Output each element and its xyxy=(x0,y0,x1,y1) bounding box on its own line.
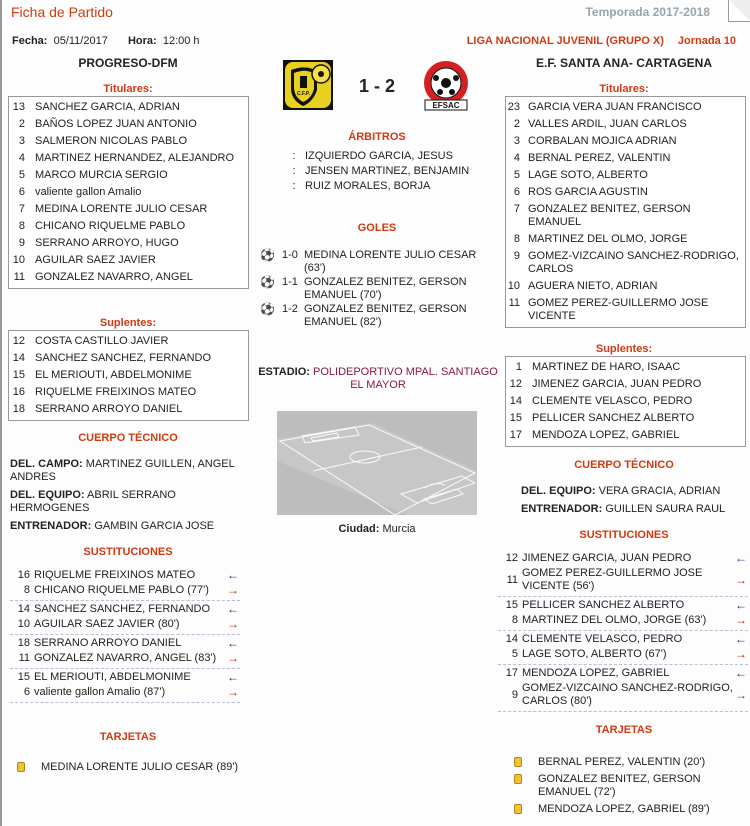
sub-out-name: valiente gallon Amalio (87') xyxy=(34,686,166,698)
stadium-name: POLIDEPORTIVO MPAL. SANTIAGO EL MAYOR xyxy=(313,366,498,391)
player-row xyxy=(506,410,745,427)
staff-role: ENTRENADOR: xyxy=(521,503,603,515)
card-text: MENDOZA LOPEZ, GABRIEL (89') xyxy=(538,803,710,815)
city-value: Murcia xyxy=(382,523,416,535)
player-name: COSTA CASTILLO JAVIER xyxy=(35,335,169,347)
player-row xyxy=(506,167,745,184)
referees-heading: ÁRBITROS xyxy=(348,131,406,143)
player-number: 3 xyxy=(18,135,25,147)
sub-out-number: 6 xyxy=(23,686,30,698)
substitution-group xyxy=(10,601,240,635)
player-number: 9 xyxy=(513,250,520,262)
goal-row xyxy=(260,303,500,330)
card-row xyxy=(17,759,247,776)
sub-out-number: 8 xyxy=(511,614,518,626)
referee-separator: : xyxy=(292,150,296,162)
player-number: 13 xyxy=(12,101,25,113)
player-number: 9 xyxy=(18,237,25,249)
player-number: 8 xyxy=(513,233,520,245)
sub-out-number: 9 xyxy=(511,688,518,701)
player-number: 18 xyxy=(12,403,25,415)
arrow-right-out-icon: → xyxy=(735,647,747,661)
player-number: 6 xyxy=(18,186,25,198)
sub-in-name: PELLICER SANCHEZ ALBERTO xyxy=(522,599,685,611)
staff-row xyxy=(10,520,246,533)
goal-text: MEDINA LORENTE JULIO CESAR (63') xyxy=(304,249,477,274)
away-team-name: E.F. SANTA ANA- CARTAGENA xyxy=(536,56,712,70)
league-line xyxy=(467,35,736,47)
player-row xyxy=(9,401,248,418)
sub-out-row xyxy=(10,583,240,598)
away-starters-heading: Titulares: xyxy=(599,83,649,95)
staff-name: MARTINEZ GUILLEN, ANGEL ANDRES xyxy=(10,458,235,483)
player-row xyxy=(506,150,745,167)
player-number: 7 xyxy=(18,203,25,215)
sub-out-row xyxy=(498,681,748,709)
goal-row xyxy=(260,249,500,276)
sub-in-number: 12 xyxy=(505,552,518,564)
page-corner-fold xyxy=(728,0,750,22)
substitution-group xyxy=(10,567,240,601)
yellow-card-icon xyxy=(514,757,522,767)
player-row xyxy=(506,184,745,201)
substitution-group xyxy=(498,665,748,712)
sub-in-row xyxy=(10,670,240,685)
sub-out-name: LAGE SOTO, ALBERTO (67') xyxy=(522,648,667,660)
home-starters-heading: Titulares: xyxy=(103,83,153,95)
staff-role: DEL. EQUIPO: xyxy=(10,489,85,501)
away-subs-list xyxy=(505,356,746,447)
home-cards-list xyxy=(17,759,247,776)
player-row xyxy=(9,116,248,133)
referee-row xyxy=(283,164,503,179)
player-name: GOMEZ-VIZCAINO SANCHEZ-RODRIGO, CARLOS xyxy=(528,250,739,275)
sub-in-row xyxy=(498,551,748,566)
sub-out-number: 10 xyxy=(17,618,30,630)
referee-separator: : xyxy=(292,180,296,192)
player-row xyxy=(9,252,248,269)
substitution-group xyxy=(10,669,240,703)
goals-heading: GOLES xyxy=(357,222,397,234)
player-row xyxy=(9,167,248,184)
player-name: MARCO MURCIA SERGIO xyxy=(35,169,168,181)
player-number: 11 xyxy=(13,271,25,283)
player-row xyxy=(506,201,745,231)
sub-out-row xyxy=(10,617,240,632)
sub-in-row xyxy=(10,602,240,617)
arrow-left-in-icon: ← xyxy=(735,666,747,680)
player-number: 4 xyxy=(513,152,520,164)
player-name: MARTINEZ HERNANDEZ, ALEJANDRO xyxy=(35,152,235,164)
player-number: 7 xyxy=(513,203,520,215)
player-number: 12 xyxy=(509,378,522,390)
arrow-right-out-icon: → xyxy=(227,617,239,631)
home-logo-text: C.F.P. xyxy=(297,91,310,97)
player-row xyxy=(9,201,248,218)
referee-name: RUIZ MORALES, BORJA xyxy=(305,180,431,192)
player-row xyxy=(506,231,745,248)
arrow-right-out-icon: → xyxy=(735,613,747,627)
yellow-card-icon xyxy=(514,804,522,814)
player-number: 3 xyxy=(513,135,520,147)
player-row xyxy=(9,350,248,367)
card-text: MEDINA LORENTE JULIO CESAR (89') xyxy=(41,761,239,773)
player-number: 15 xyxy=(509,412,522,424)
sub-in-name: CLEMENTE VELASCO, PEDRO xyxy=(522,633,683,645)
date-label: Fecha: xyxy=(12,35,48,47)
player-row xyxy=(506,133,745,150)
sub-in-name: MENDOZA LOPEZ, GABRIEL xyxy=(522,667,670,679)
player-row xyxy=(506,295,745,325)
sub-in-number: 14 xyxy=(505,633,518,645)
player-name: JIMENEZ GARCIA, JUAN PEDRO xyxy=(532,378,702,390)
round-label: Jornada 10 xyxy=(677,35,736,47)
sub-in-row xyxy=(498,598,748,613)
player-name: VALLES ARDIL, JUAN CARLOS xyxy=(528,118,687,130)
sub-out-number: 11 xyxy=(506,573,518,586)
home-substitutions-heading: SUSTITUCIONES xyxy=(83,546,173,558)
card-text: BERNAL PEREZ, VALENTIN (20') xyxy=(538,756,706,768)
match-score: 1 - 2 xyxy=(358,76,396,96)
sub-in-row xyxy=(498,666,748,681)
referee-name: JENSEN MARTINEZ, BENJAMIN xyxy=(305,165,470,177)
sub-in-row xyxy=(10,568,240,583)
player-row xyxy=(9,269,248,286)
sub-out-row xyxy=(10,651,240,666)
player-number: 12 xyxy=(12,335,25,347)
staff-name: GAMBIN GARCIA JOSE xyxy=(94,520,215,532)
arrow-left-in-icon: ← xyxy=(227,602,239,616)
player-row xyxy=(9,133,248,150)
player-name: AGUERA NIETO, ADRIAN xyxy=(528,280,658,292)
player-name: MARTINEZ DEL OLMO, JORGE xyxy=(528,233,688,245)
player-row xyxy=(9,384,248,401)
date-value: 05/11/2017 xyxy=(53,35,108,47)
substitution-group xyxy=(498,550,748,597)
away-substitutions-list xyxy=(498,550,748,712)
substitution-group xyxy=(498,597,748,631)
player-row xyxy=(506,278,745,295)
player-row xyxy=(506,376,745,393)
player-name: MARTINEZ DE HARO, ISAAC xyxy=(532,361,681,373)
card-row xyxy=(514,771,746,801)
player-name: PELLICER SANCHEZ ALBERTO xyxy=(532,412,695,424)
sub-in-row xyxy=(10,636,240,651)
player-row xyxy=(9,150,248,167)
sub-in-number: 14 xyxy=(17,603,30,615)
goal-score: 1-1 xyxy=(282,276,298,288)
sub-out-name: CHICANO RIQUELME PABLO (77') xyxy=(34,584,209,596)
arrow-left-in-icon: ← xyxy=(227,636,239,650)
goal-text: GONZALEZ BENITEZ, GERSON EMANUEL (70') xyxy=(304,276,467,301)
referee-row xyxy=(283,149,503,164)
home-subs-list xyxy=(8,330,249,421)
player-name: EL MERIOUTI, ABDELMONIME xyxy=(35,369,192,381)
arrow-left-in-icon: ← xyxy=(227,568,239,582)
player-name: GONZALEZ BENITEZ, GERSON EMANUEL xyxy=(528,203,691,228)
away-starters-list xyxy=(505,96,746,328)
card-text: GONZALEZ BENITEZ, GERSON EMANUEL (72') xyxy=(538,773,701,798)
player-name: CHICANO RIQUELME PABLO xyxy=(35,220,186,232)
city-label: Ciudad: xyxy=(338,523,380,535)
sub-in-row xyxy=(498,632,748,647)
staff-row xyxy=(521,503,747,516)
player-row xyxy=(9,99,248,116)
sub-in-name: RIQUELME FREIXINOS MATEO xyxy=(34,569,196,581)
time-label: Hora: xyxy=(127,35,157,47)
sub-in-number: 15 xyxy=(17,671,30,683)
sub-in-number: 18 xyxy=(17,637,30,649)
sub-out-name: GONZALEZ NAVARRO, ANGEL (83') xyxy=(34,652,217,664)
player-row xyxy=(9,184,248,201)
arrow-right-out-icon: → xyxy=(735,572,747,587)
player-number: 14 xyxy=(12,352,25,364)
player-name: AGUILAR SAEZ JAVIER xyxy=(35,254,156,266)
player-name: ROS GARCIA AGUSTIN xyxy=(528,186,648,198)
staff-name: GUILLEN SAURA RAUL xyxy=(605,503,726,515)
away-cards-heading: TARJETAS xyxy=(595,724,653,736)
staff-name: VERA GRACIA, ADRIAN xyxy=(598,485,721,497)
arrow-right-out-icon: → xyxy=(227,685,239,699)
player-number: 17 xyxy=(509,429,522,441)
sub-out-name: MARTINEZ DEL OLMO, JORGE (63') xyxy=(522,614,707,626)
player-row xyxy=(9,333,248,350)
goals-list xyxy=(260,249,500,330)
player-row xyxy=(506,248,745,278)
player-number: 23 xyxy=(507,101,520,113)
staff-role: ENTRENADOR: xyxy=(10,520,92,532)
sub-in-number: 16 xyxy=(17,569,30,581)
player-number: 15 xyxy=(12,369,25,381)
sub-in-name: SANCHEZ SANCHEZ, FERNANDO xyxy=(34,603,211,615)
player-number: 5 xyxy=(513,169,520,181)
arrow-left-in-icon: ← xyxy=(227,670,239,684)
substitution-group xyxy=(10,635,240,669)
soccer-ball-icon: ⚽ xyxy=(260,302,275,316)
home-starters-list xyxy=(8,96,249,289)
stadium-field-image xyxy=(277,411,477,515)
player-row xyxy=(506,99,745,116)
goal-row xyxy=(260,276,500,303)
sub-out-row xyxy=(498,613,748,628)
player-name: MENDOZA LOPEZ, GABRIEL xyxy=(532,429,680,441)
player-name: LAGE SOTO, ALBERTO xyxy=(528,169,648,181)
player-number: 1 xyxy=(515,361,522,373)
home-substitutions-list xyxy=(10,567,240,703)
player-name: valiente gallon Amalio xyxy=(35,186,142,198)
sub-out-number: 11 xyxy=(18,652,30,664)
time-value: 12:00 h xyxy=(162,35,200,47)
arrow-right-out-icon: → xyxy=(735,687,747,702)
player-number: 5 xyxy=(18,169,25,181)
sub-out-row xyxy=(498,566,748,594)
sub-out-row xyxy=(498,647,748,662)
away-staff-list xyxy=(521,485,747,521)
player-name: SANCHEZ GARCIA, ADRIAN xyxy=(35,101,180,113)
player-name: GARCIA VERA JUAN FRANCISCO xyxy=(528,101,702,113)
away-substitutions-heading: SUSTITUCIONES xyxy=(579,529,669,541)
card-row xyxy=(514,801,746,818)
staff-role: DEL. CAMPO: xyxy=(10,458,83,470)
city-line xyxy=(254,523,500,535)
referees-list xyxy=(283,149,503,194)
home-staff-heading: CUERPO TÉCNICO xyxy=(78,432,178,444)
arrow-left-in-icon: ← xyxy=(735,598,747,612)
sub-out-number: 8 xyxy=(23,584,30,596)
date-time-line xyxy=(12,35,200,47)
sub-in-number: 17 xyxy=(505,667,518,679)
sub-in-number: 15 xyxy=(505,599,518,611)
stadium-line xyxy=(254,366,502,392)
staff-name: ABRIL SERRANO HERMOGENES xyxy=(10,489,176,514)
player-number: 11 xyxy=(508,297,520,309)
arrow-left-in-icon: ← xyxy=(735,632,747,646)
player-row xyxy=(9,235,248,252)
player-name: SERRANO ARROYO DANIEL xyxy=(35,403,183,415)
player-name: CORBALAN MOJICA ADRIAN xyxy=(528,135,677,147)
goal-text: GONZALEZ BENITEZ, GERSON EMANUEL (82') xyxy=(304,303,467,328)
goal-score: 1-0 xyxy=(282,249,298,261)
card-row xyxy=(514,754,746,771)
player-number: 10 xyxy=(507,280,520,292)
sub-out-name: GOMEZ-VIZCAINO SANCHEZ-RODRIGO, CARLOS (80') xyxy=(522,682,733,707)
player-number: 6 xyxy=(513,186,520,198)
away-team-logo xyxy=(421,60,471,112)
player-name: SALMERON NICOLAS PABLO xyxy=(35,135,188,147)
sub-in-name: JIMENEZ GARCIA, JUAN PEDRO xyxy=(522,552,692,564)
player-number: 10 xyxy=(12,254,25,266)
home-team-name: PROGRESO-DFM xyxy=(78,56,178,70)
home-staff-list xyxy=(10,458,246,538)
page-title: Ficha de Partido xyxy=(11,4,113,20)
player-name: CLEMENTE VELASCO, PEDRO xyxy=(532,395,693,407)
player-name: BAÑOS LOPEZ JUAN ANTONIO xyxy=(35,118,197,130)
player-name: GONZALEZ NAVARRO, ANGEL xyxy=(35,271,193,283)
player-row xyxy=(506,393,745,410)
away-cards-list xyxy=(514,754,746,818)
league-name: LIGA NACIONAL JUVENIL (GRUPO X) xyxy=(466,35,664,47)
player-row xyxy=(9,367,248,384)
staff-row xyxy=(10,489,246,515)
player-name: BERNAL PEREZ, VALENTIN xyxy=(528,152,671,164)
player-name: RIQUELME FREIXINOS MATEO xyxy=(35,386,197,398)
player-number: 4 xyxy=(18,152,25,164)
referee-row xyxy=(283,179,503,194)
goal-score: 1-2 xyxy=(282,303,298,315)
sub-out-number: 5 xyxy=(511,648,518,660)
yellow-card-icon xyxy=(17,762,25,772)
home-cards-heading: TARJETAS xyxy=(99,731,157,743)
player-name: GOMEZ PEREZ-GUILLERMO JOSE VICENTE xyxy=(528,297,709,322)
sub-out-row xyxy=(10,685,240,700)
stadium-label: ESTADIO: xyxy=(258,366,310,378)
player-name: SANCHEZ SANCHEZ, FERNANDO xyxy=(35,352,212,364)
home-subs-heading: Suplentes: xyxy=(99,317,157,329)
season-label: Temporada 2017-2018 xyxy=(585,5,710,19)
substitution-group xyxy=(498,631,748,665)
yellow-card-icon xyxy=(514,774,522,784)
sub-in-name: SERRANO ARROYO DANIEL xyxy=(34,637,182,649)
arrow-right-out-icon: → xyxy=(227,583,239,597)
sub-in-name: EL MERIOUTI, ABDELMONIME xyxy=(34,671,191,683)
player-name: MEDINA LORENTE JULIO CESAR xyxy=(35,203,208,215)
referee-separator: : xyxy=(292,165,296,177)
away-subs-heading: Suplentes: xyxy=(595,343,653,355)
player-number: 8 xyxy=(18,220,25,232)
staff-row xyxy=(10,458,246,484)
sub-out-name: GOMEZ PEREZ-GUILLERMO JOSE VICENTE (56') xyxy=(522,567,703,592)
arrow-left-in-icon: ← xyxy=(735,551,747,565)
arrow-right-out-icon: → xyxy=(227,651,239,665)
player-number: 2 xyxy=(18,118,25,130)
home-team-logo xyxy=(283,60,333,110)
player-row xyxy=(506,359,745,376)
away-logo-text: EFSAC xyxy=(432,101,460,110)
player-row xyxy=(9,218,248,235)
away-staff-heading: CUERPO TÉCNICO xyxy=(574,459,674,471)
staff-row xyxy=(521,485,747,498)
player-number: 2 xyxy=(513,118,520,130)
soccer-ball-icon: ⚽ xyxy=(260,248,275,262)
player-number: 16 xyxy=(12,386,25,398)
sub-out-name: AGUILAR SAEZ JAVIER (80') xyxy=(34,618,180,630)
player-row xyxy=(506,116,745,133)
soccer-ball-icon: ⚽ xyxy=(260,275,275,289)
player-row xyxy=(506,427,745,444)
player-name: SERRANO ARROYO, HUGO xyxy=(35,237,179,249)
referee-name: IZQUIERDO GARCIA, JESUS xyxy=(305,150,453,162)
staff-role: DEL. EQUIPO: xyxy=(521,485,596,497)
player-number: 14 xyxy=(509,395,522,407)
